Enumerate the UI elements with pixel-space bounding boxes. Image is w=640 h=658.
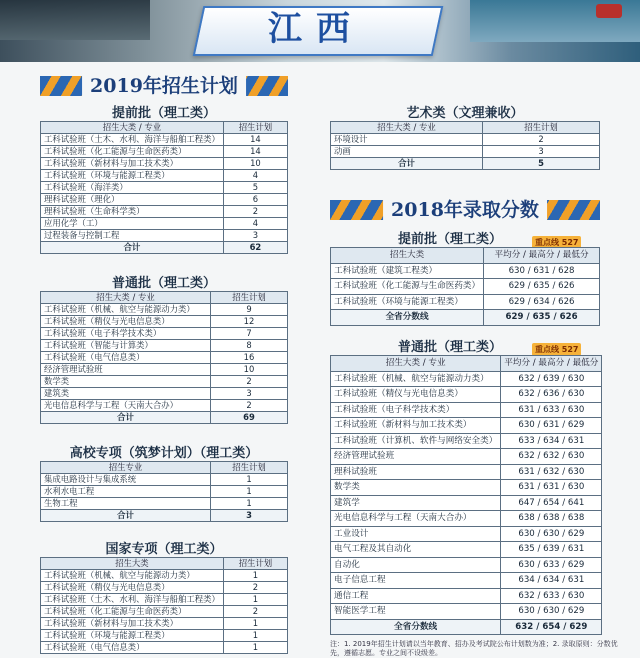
table-row bbox=[41, 388, 288, 400]
table-header-row bbox=[41, 292, 288, 304]
table-header-row bbox=[41, 558, 288, 570]
row-value: 2 bbox=[223, 582, 287, 594]
landscape-photo-left bbox=[0, 0, 150, 40]
early-plan-table bbox=[40, 121, 288, 254]
row-name: 经济管理试验班 bbox=[331, 449, 501, 465]
row-value: 632 / 639 / 630 bbox=[501, 371, 602, 387]
regular-plan-table bbox=[40, 291, 288, 424]
plan-2019-title: 2019年招生计划 bbox=[82, 72, 246, 100]
row-name: 工科试验班（环境与能源工程类） bbox=[41, 170, 224, 182]
row-value: 4 bbox=[223, 170, 287, 182]
table-row bbox=[41, 486, 288, 498]
table-row bbox=[41, 170, 288, 182]
province-title: 江西 bbox=[268, 9, 364, 49]
row-name: 工科试验班（新材料与加工技术类） bbox=[41, 618, 224, 630]
table-row bbox=[41, 340, 288, 352]
row-value: 3 bbox=[211, 388, 288, 400]
row-value: 1 bbox=[223, 618, 287, 630]
row-name: 建筑学 bbox=[331, 495, 501, 511]
table-row bbox=[331, 294, 600, 310]
table-row bbox=[41, 218, 288, 230]
row-name: 工科试验班（精仪与光电信息类） bbox=[331, 387, 501, 403]
row-value: 12 bbox=[211, 316, 288, 328]
table-row bbox=[331, 146, 600, 158]
header-col-name: 招生大类 / 专业 bbox=[331, 122, 483, 134]
row-name: 工科试验班（电气信息类） bbox=[41, 352, 211, 364]
row-value: 631 / 633 / 630 bbox=[501, 402, 602, 418]
scores-2018-title: 2018年录取分数 bbox=[383, 196, 547, 224]
regular-score-title: 普通批（理工类） bbox=[397, 340, 502, 355]
row-name: 工科试验班（机械、航空与能源动力类） bbox=[41, 570, 224, 582]
table-row bbox=[41, 642, 288, 654]
row-name: 应用化学（工） bbox=[41, 218, 224, 230]
table-row bbox=[41, 304, 288, 316]
row-value: 629 / 634 / 626 bbox=[484, 294, 600, 310]
row-value: 1 bbox=[211, 486, 288, 498]
row-name: 工科试验班（环境与能源工程类） bbox=[41, 630, 224, 642]
table-row bbox=[41, 316, 288, 328]
table-total-row bbox=[41, 510, 288, 522]
row-value: 10 bbox=[223, 158, 287, 170]
header-col-value: 招生计划 bbox=[211, 462, 288, 474]
table-row bbox=[41, 328, 288, 340]
regular-score-badge: 重点线 527 bbox=[532, 343, 581, 356]
table-row bbox=[41, 630, 288, 642]
row-value: 632 / 632 / 630 bbox=[501, 449, 602, 465]
row-name: 工科试验班（电气信息类） bbox=[41, 642, 224, 654]
row-name: 水利水电工程 bbox=[41, 486, 211, 498]
table-row bbox=[41, 606, 288, 618]
scores-2018-ribbon bbox=[330, 196, 600, 224]
row-value: 630 / 631 / 629 bbox=[501, 418, 602, 434]
row-name: 工科试验班（计算机、软件与网络安全类） bbox=[331, 433, 501, 449]
row-value: 10 bbox=[211, 364, 288, 376]
row-name: 工科试验班（建筑工程类） bbox=[331, 263, 484, 279]
total-label: 全省分数线 bbox=[331, 619, 501, 635]
row-value: 1 bbox=[223, 594, 287, 606]
header-col-name: 招生大类 / 专业 bbox=[41, 292, 211, 304]
row-value: 6 bbox=[223, 194, 287, 206]
row-value: 633 / 634 / 631 bbox=[501, 433, 602, 449]
row-name: 工科试验班（精仪与光电信息类） bbox=[41, 316, 211, 328]
header-col-value: 招生计划 bbox=[223, 122, 287, 134]
row-value: 2 bbox=[483, 134, 600, 146]
row-value: 631 / 631 / 630 bbox=[501, 480, 602, 496]
table-row bbox=[331, 495, 602, 511]
row-name: 工科试验班（化工能源与生命医药类） bbox=[41, 606, 224, 618]
dream-plan-table bbox=[40, 461, 288, 522]
total-label: 全省分数线 bbox=[331, 310, 484, 326]
row-value: 1 bbox=[211, 498, 288, 510]
table-row bbox=[331, 480, 602, 496]
row-name: 光电信息科学与工程（天南大合办） bbox=[41, 400, 211, 412]
row-name: 自动化 bbox=[331, 557, 501, 573]
dream-plan-title: 高校专项（筑梦计划）（理工类） bbox=[69, 446, 259, 461]
row-name: 数学类 bbox=[331, 480, 501, 496]
table-total-row bbox=[331, 158, 600, 170]
early-score-title: 提前批（理工类） bbox=[397, 232, 502, 247]
row-name: 集成电路设计与集成系统 bbox=[41, 474, 211, 486]
table-row bbox=[331, 526, 602, 542]
plan-2019-ribbon bbox=[40, 72, 288, 100]
row-value: 630 / 630 / 629 bbox=[501, 604, 602, 620]
row-value: 647 / 654 / 641 bbox=[501, 495, 602, 511]
row-name: 工科试验班（机械、航空与能源动力类） bbox=[331, 371, 501, 387]
row-name: 工科试验班（土木、水利、海洋与船舶工程类） bbox=[41, 594, 224, 606]
row-value: 635 / 639 / 631 bbox=[501, 542, 602, 558]
table-row bbox=[41, 352, 288, 364]
table-row bbox=[331, 263, 600, 279]
row-name: 工业设计 bbox=[331, 526, 501, 542]
row-value: 5 bbox=[223, 182, 287, 194]
row-value: 2 bbox=[211, 376, 288, 388]
total-value: 3 bbox=[211, 510, 288, 522]
total-value: 62 bbox=[223, 242, 287, 254]
row-value: 632 / 636 / 630 bbox=[501, 387, 602, 403]
row-value: 7 bbox=[211, 328, 288, 340]
boat-image bbox=[596, 4, 622, 18]
table-row bbox=[41, 364, 288, 376]
row-value: 2 bbox=[211, 400, 288, 412]
row-name: 建筑类 bbox=[41, 388, 211, 400]
row-name: 工科试验班（土木、水利、海洋与船舶工程类） bbox=[41, 134, 224, 146]
row-value: 2 bbox=[223, 206, 287, 218]
row-name: 动画 bbox=[331, 146, 483, 158]
total-label: 合计 bbox=[331, 158, 483, 170]
early-score-badge: 重点线 527 bbox=[532, 236, 581, 249]
table-row bbox=[331, 588, 602, 604]
table-row bbox=[331, 279, 600, 295]
row-value: 632 / 633 / 630 bbox=[501, 588, 602, 604]
row-name: 工科试验班（电子科学技术类） bbox=[41, 328, 211, 340]
header-col-value: 招生计划 bbox=[211, 292, 288, 304]
table-row bbox=[331, 433, 602, 449]
table-row bbox=[41, 400, 288, 412]
row-name: 理科试验班 bbox=[331, 464, 501, 480]
total-label: 合计 bbox=[41, 510, 211, 522]
table-row bbox=[331, 557, 602, 573]
row-name: 工科试验班（化工能源与生命医药类） bbox=[331, 279, 484, 295]
table-row bbox=[41, 582, 288, 594]
row-name: 工科试验班（机械、航空与能源动力类） bbox=[41, 304, 211, 316]
table-header-row bbox=[41, 462, 288, 474]
row-name: 环境设计 bbox=[331, 134, 483, 146]
table-row bbox=[41, 134, 288, 146]
table-row bbox=[331, 449, 602, 465]
early-plan-title: 提前批（理工类） bbox=[111, 106, 216, 121]
row-value: 630 / 631 / 628 bbox=[484, 263, 600, 279]
regular-score-table bbox=[330, 355, 602, 635]
row-name: 电气工程及其自动化 bbox=[331, 542, 501, 558]
table-row bbox=[41, 158, 288, 170]
header-col-value: 招生计划 bbox=[483, 122, 600, 134]
table-row bbox=[41, 570, 288, 582]
row-value: 8 bbox=[211, 340, 288, 352]
row-value: 1 bbox=[211, 474, 288, 486]
row-name: 电子信息工程 bbox=[331, 573, 501, 589]
total-value: 632 / 654 / 629 bbox=[501, 619, 602, 635]
table-header-row bbox=[331, 122, 600, 134]
table-row bbox=[331, 464, 602, 480]
header-col-name: 招生大类 / 专业 bbox=[331, 356, 501, 372]
table-row bbox=[41, 618, 288, 630]
national-plan-title: 国家专项（理工类） bbox=[105, 542, 223, 557]
table-row bbox=[331, 604, 602, 620]
row-name: 工科试验班（新材料与加工技术类） bbox=[41, 158, 224, 170]
art-plan-table bbox=[330, 121, 600, 170]
early-score-table bbox=[330, 247, 600, 326]
row-value: 630 / 633 / 629 bbox=[501, 557, 602, 573]
table-row bbox=[331, 402, 602, 418]
row-value: 2 bbox=[223, 606, 287, 618]
table-row bbox=[41, 182, 288, 194]
table-row bbox=[41, 194, 288, 206]
row-value: 16 bbox=[211, 352, 288, 364]
table-row bbox=[41, 594, 288, 606]
table-total-row bbox=[331, 619, 602, 635]
table-row bbox=[41, 146, 288, 158]
table-row bbox=[331, 573, 602, 589]
row-name: 工科试验班（精仪与光电信息类） bbox=[41, 582, 224, 594]
row-value: 14 bbox=[223, 134, 287, 146]
row-value: 631 / 632 / 630 bbox=[501, 464, 602, 480]
total-value: 69 bbox=[211, 412, 288, 424]
row-value: 1 bbox=[223, 642, 287, 654]
header-col-name: 招生专业 bbox=[41, 462, 211, 474]
table-total-row bbox=[41, 412, 288, 424]
total-value: 5 bbox=[483, 158, 600, 170]
row-value: 634 / 634 / 631 bbox=[501, 573, 602, 589]
row-value: 1 bbox=[223, 570, 287, 582]
row-value: 3 bbox=[483, 146, 600, 158]
row-value: 3 bbox=[223, 230, 287, 242]
table-row bbox=[41, 206, 288, 218]
table-row bbox=[331, 387, 602, 403]
header-col-value: 招生计划 bbox=[223, 558, 287, 570]
table-row bbox=[331, 371, 602, 387]
table-row bbox=[41, 230, 288, 242]
row-value: 9 bbox=[211, 304, 288, 316]
table-row bbox=[331, 511, 602, 527]
footnote: 注：1. 2019年招生计划请以当年教育、招办及考试院公布计划数为准；2. 录取原则：分数优先，遵循志愿。专业之间不设级差。 bbox=[330, 640, 618, 657]
national-plan-table bbox=[40, 557, 288, 654]
table-row bbox=[331, 542, 602, 558]
row-name: 智能医学工程 bbox=[331, 604, 501, 620]
art-plan-title: 艺术类（文理兼收） bbox=[406, 106, 524, 121]
total-value: 629 / 635 / 626 bbox=[484, 310, 600, 326]
row-name: 生物工程 bbox=[41, 498, 211, 510]
header-col-name: 招生大类 bbox=[331, 248, 484, 264]
row-name: 工科试验班（智能与计算类） bbox=[41, 340, 211, 352]
row-name: 理科试验班（生命科学类） bbox=[41, 206, 224, 218]
table-row bbox=[41, 376, 288, 388]
row-name: 过程装备与控制工程 bbox=[41, 230, 224, 242]
row-name: 通信工程 bbox=[331, 588, 501, 604]
row-value: 14 bbox=[223, 146, 287, 158]
table-header-row bbox=[41, 122, 288, 134]
header-col-name: 招生大类 bbox=[41, 558, 224, 570]
row-value: 629 / 635 / 626 bbox=[484, 279, 600, 295]
row-name: 工科试验班（海洋类） bbox=[41, 182, 224, 194]
row-name: 数学类 bbox=[41, 376, 211, 388]
table-row bbox=[331, 418, 602, 434]
row-name: 经济管理试验班 bbox=[41, 364, 211, 376]
row-name: 工科试验班（环境与能源工程类） bbox=[331, 294, 484, 310]
row-name: 工科试验班（新材料与加工技术类） bbox=[331, 418, 501, 434]
header-col-value: 平均分 / 最高分 / 最低分 bbox=[484, 248, 600, 264]
table-header-row bbox=[331, 356, 602, 372]
table-row bbox=[41, 498, 288, 510]
regular-plan-title: 普通批（理工类） bbox=[111, 276, 216, 291]
table-header-row bbox=[331, 248, 600, 264]
row-value: 638 / 638 / 638 bbox=[501, 511, 602, 527]
row-name: 工科试验班（化工能源与生命医药类） bbox=[41, 146, 224, 158]
row-name: 理科试验班（理化） bbox=[41, 194, 224, 206]
header-col-name: 招生大类 / 专业 bbox=[41, 122, 224, 134]
table-total-row bbox=[331, 310, 600, 326]
row-value: 1 bbox=[223, 630, 287, 642]
row-value: 630 / 630 / 629 bbox=[501, 526, 602, 542]
row-name: 工科试验班（电子科学技术类） bbox=[331, 402, 501, 418]
row-value: 4 bbox=[223, 218, 287, 230]
table-row bbox=[331, 134, 600, 146]
total-label: 合计 bbox=[41, 412, 211, 424]
header-col-value: 平均分 / 最高分 / 最低分 bbox=[501, 356, 602, 372]
row-name: 光电信息科学与工程（天南大合办） bbox=[331, 511, 501, 527]
total-label: 合计 bbox=[41, 242, 224, 254]
table-row bbox=[41, 474, 288, 486]
table-total-row bbox=[41, 242, 288, 254]
